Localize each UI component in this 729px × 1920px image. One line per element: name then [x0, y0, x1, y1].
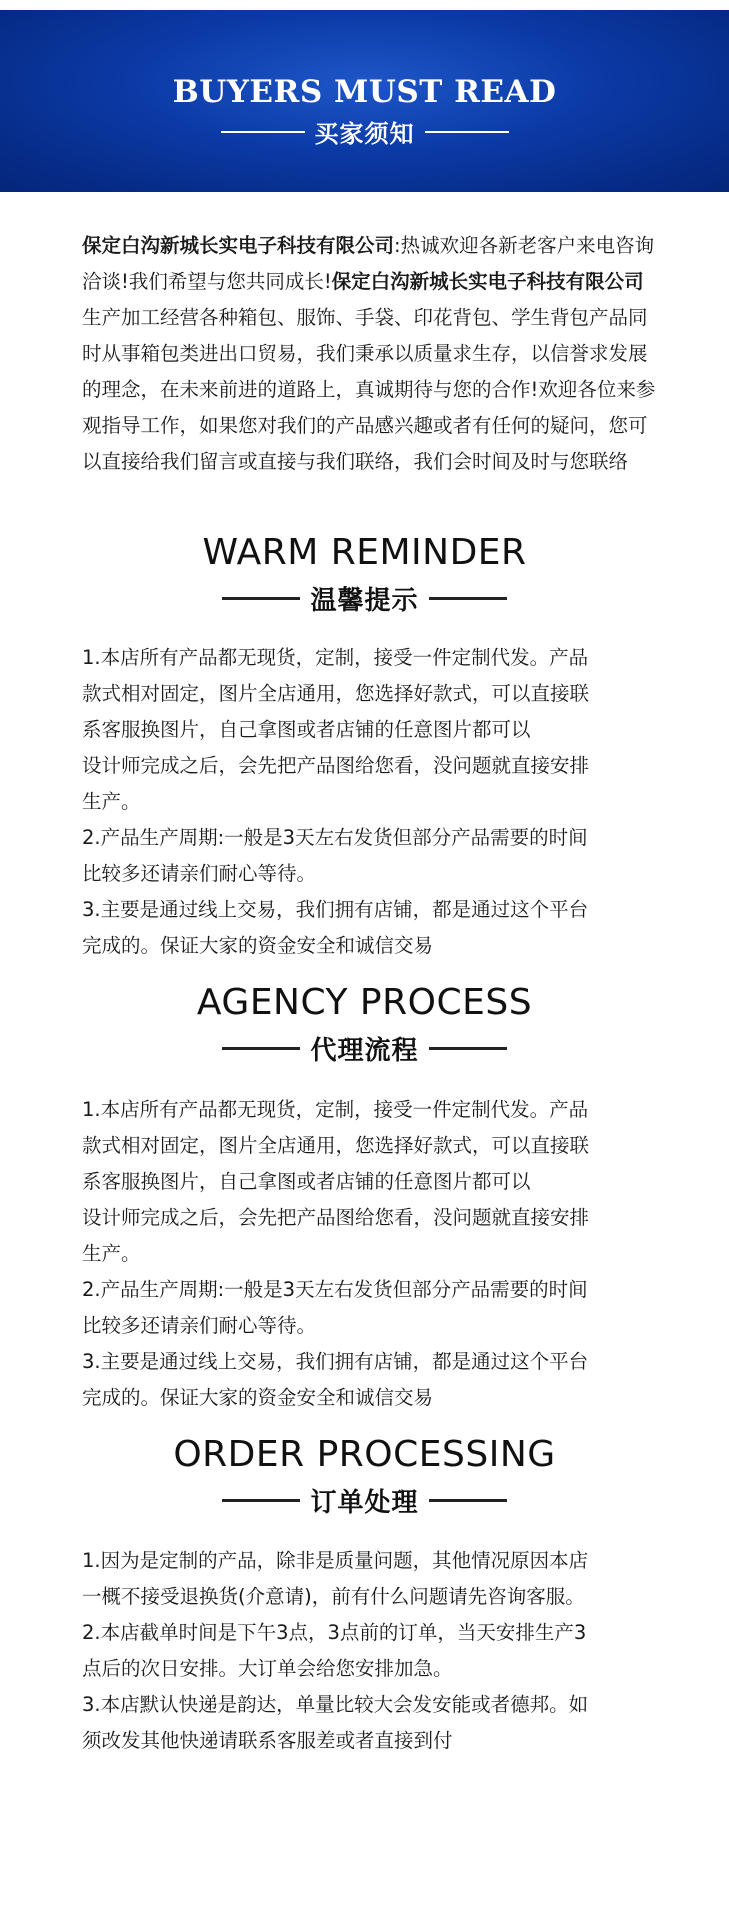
body-line: 2.产品生产周期:一般是3天左右发货但部分产品需要的时间: [82, 1278, 588, 1301]
section-title-cn: 温馨提示: [310, 586, 419, 616]
body-line: 须改发其他快递请联系客服差或者直接到付: [82, 1729, 453, 1752]
body-line: 款式相对固定，图片全店通用，您选择好款式，可以直接联: [82, 1134, 590, 1157]
body-line: 比较多还请亲们耐心等待。: [82, 1314, 317, 1337]
section-title-en: WARM REMINDER: [202, 532, 527, 573]
section-body: [82, 1092, 668, 1416]
intro-text: 生产加工经营各种箱包、服饰、手袋、印花背包、学生背包产品同时从事箱包类进出口贸易，我们秉承以质量求生存，以信誉求发展的理念，在未来前进的道路上，真诚期待与您的合作!欢迎各位来参观指导工作，如果您对我们的产品感兴趣或者有任何的疑问，您可以直接给我们留言或直接与我们联络，我们会时间及时与您联络: [82, 306, 656, 473]
section-subtitle: [0, 1030, 729, 1067]
banner-title-en: BUYERS MUST READ: [172, 74, 557, 110]
body-line: 1.本店所有产品都无现货，定制，接受一件定制代发。产品: [82, 646, 589, 669]
section-subtitle: [0, 1482, 729, 1519]
body-line: 1.因为是定制的产品，除非是质量问题，其他情况原因本店: [82, 1549, 589, 1572]
body-line: 设计师完成之后，会先把产品图给您看，没问题就直接安排: [82, 1206, 590, 1229]
section-body: [82, 1543, 668, 1759]
body-line: 1.本店所有产品都无现货，定制，接受一件定制代发。产品: [82, 1098, 589, 1121]
company-name: 保定白沟新城长实电子科技有限公司: [82, 234, 395, 257]
divider-line: [222, 1499, 300, 1502]
divider-line: [429, 597, 507, 600]
divider-line: [221, 131, 305, 133]
body-line: 生产。: [82, 790, 141, 813]
body-line: 款式相对固定，图片全店通用，您选择好款式，可以直接联: [82, 682, 590, 705]
divider-line: [222, 1047, 300, 1050]
body-line: 3.主要是通过线上交易，我们拥有店铺，都是通过这个平台: [82, 1350, 589, 1373]
section-title-en: ORDER PROCESSING: [173, 1434, 556, 1475]
section-subtitle: [0, 580, 729, 617]
body-line: 3.主要是通过线上交易，我们拥有店铺，都是通过这个平台: [82, 898, 589, 921]
divider-line: [429, 1499, 507, 1502]
body-line: 点后的次日安排。大订单会给您安排加急。: [82, 1657, 453, 1680]
body-line: 比较多还请亲们耐心等待。: [82, 862, 317, 885]
section-title-cn: 代理流程: [310, 1036, 419, 1066]
body-line: 系客服换图片，自己拿图或者店铺的任意图片都可以: [82, 718, 531, 741]
header-banner: [0, 10, 729, 192]
section-body: [82, 640, 668, 964]
body-line: 系客服换图片，自己拿图或者店铺的任意图片都可以: [82, 1170, 531, 1193]
body-line: 设计师完成之后，会先把产品图给您看，没问题就直接安排: [82, 754, 590, 777]
divider-line: [425, 131, 509, 133]
body-line: 一概不接受退换货(介意请)，前有什么问题请先咨询客服。: [82, 1585, 585, 1608]
body-line: 完成的。保证大家的资金安全和诚信交易: [82, 934, 434, 957]
divider-line: [429, 1047, 507, 1050]
banner-title-cn: 买家须知: [314, 120, 415, 148]
body-line: 完成的。保证大家的资金安全和诚信交易: [82, 1386, 434, 1409]
section-title-cn: 订单处理: [310, 1488, 419, 1518]
body-line: 2.本店截单时间是下午3点，3点前的订单，当天安排生产3: [82, 1621, 587, 1644]
company-intro: [82, 228, 662, 480]
banner-subtitle: [0, 114, 729, 149]
body-line: 3.本店默认快递是韵达，单量比较大会发安能或者德邦。如: [82, 1693, 589, 1716]
divider-line: [222, 597, 300, 600]
body-line: 生产。: [82, 1242, 141, 1265]
section-title-en: AGENCY PROCESS: [196, 982, 533, 1023]
intro-text: :热诚欢迎各新老客户来电咨询洽谈!我们希望与您共同成长!: [82, 234, 655, 293]
company-name: 保定白沟新城长实电子科技有限公司: [331, 270, 644, 293]
body-line: 2.产品生产周期:一般是3天左右发货但部分产品需要的时间: [82, 826, 588, 849]
